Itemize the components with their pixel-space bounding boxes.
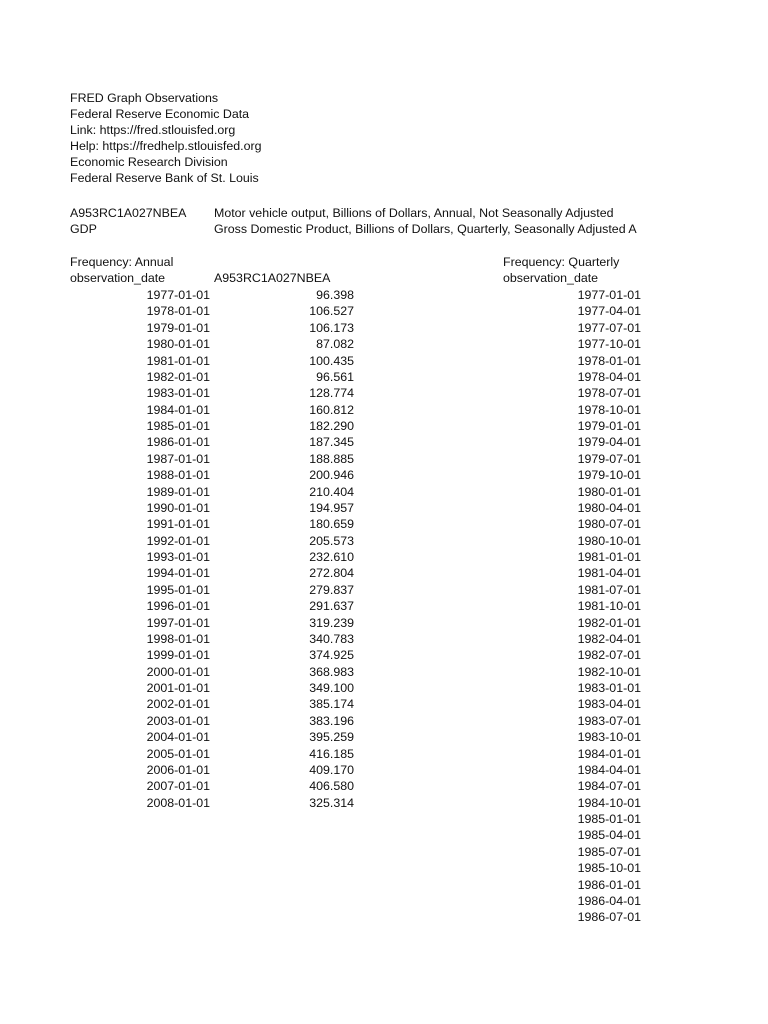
- annual-date-cell: 2008-01-01: [146, 795, 210, 810]
- annual-date-header: observation_date: [70, 271, 166, 285]
- quarterly-dates-column: [541, 287, 641, 926]
- annual-value-cell: 96.561: [316, 369, 354, 384]
- annual-date-cell: 1989-01-01: [146, 484, 210, 499]
- annual-value-cell: 180.659: [309, 517, 354, 532]
- quarterly-frequency-label: Frequency: Quarterly: [503, 255, 620, 269]
- quarterly-date-cell: 1977-01-01: [577, 288, 641, 302]
- annual-value-cell: 349.100: [309, 681, 354, 695]
- quarterly-date-cell: 1985-10-01: [577, 861, 641, 876]
- annual-date-cell: 2007-01-01: [146, 779, 210, 794]
- annual-date-cell: 1996-01-01: [146, 599, 210, 614]
- series-description: Motor vehicle output, Billions of Dollars, Annual, Not Seasonally Adjusted: [214, 206, 614, 220]
- annual-value-cell: 96.398: [316, 288, 354, 302]
- quarterly-date-cell: 1983-07-01: [577, 713, 641, 728]
- quarterly-date-cell: 1985-04-01: [577, 828, 641, 843]
- quarterly-date-cell: 1981-01-01: [577, 550, 641, 564]
- annual-value-cell: 87.082: [316, 337, 354, 352]
- quarterly-date-header: observation_date: [503, 271, 599, 285]
- quarterly-date-cell: 1982-07-01: [577, 648, 641, 663]
- annual-value-cell: 374.925: [309, 648, 354, 663]
- quarterly-date-cell: 1986-01-01: [577, 877, 641, 892]
- annual-value-cell: 406.580: [309, 779, 354, 794]
- annual-date-cell: 1985-01-01: [146, 419, 210, 433]
- annual-date-cell: 2002-01-01: [146, 697, 210, 712]
- quarterly-date-cell: 1978-07-01: [577, 386, 641, 401]
- quarterly-date-cell: 1983-04-01: [577, 697, 641, 712]
- series-id: A953RC1A027NBEA: [70, 206, 187, 220]
- document-header: [70, 90, 261, 186]
- annual-value-cell: 368.983: [309, 664, 354, 679]
- annual-value-cell: 319.239: [309, 615, 354, 630]
- quarterly-date-cell: 1982-04-01: [577, 631, 641, 646]
- annual-value-header: A953RC1A027NBEA: [214, 271, 331, 285]
- quarterly-date-cell: 1979-10-01: [577, 468, 641, 483]
- quarterly-date-cell: 1984-04-01: [577, 762, 641, 777]
- header-line: Federal Reserve Bank of St. Louis: [70, 171, 259, 185]
- annual-date-cell: 1982-01-01: [146, 369, 210, 384]
- quarterly-date-cell: 1979-01-01: [577, 419, 641, 433]
- annual-frequency-label: Frequency: Annual: [70, 255, 174, 269]
- quarterly-date-cell: 1985-07-01: [577, 844, 641, 859]
- annual-date-cell: 1992-01-01: [146, 533, 210, 548]
- header-line: Federal Reserve Economic Data: [70, 107, 250, 121]
- annual-values-column: [254, 287, 354, 811]
- annual-value-cell: 325.314: [309, 795, 354, 810]
- annual-date-cell: 1984-01-01: [146, 402, 210, 417]
- annual-value-cell: 100.435: [309, 353, 354, 368]
- annual-value-cell: 106.173: [309, 320, 354, 335]
- annual-value-cell: 416.185: [309, 746, 354, 761]
- annual-date-cell: 1995-01-01: [146, 582, 210, 597]
- annual-value-cell: 340.783: [309, 631, 354, 646]
- quarterly-date-cell: 1982-01-01: [577, 615, 641, 630]
- annual-value-cell: 210.404: [309, 484, 354, 499]
- annual-date-cell: 1978-01-01: [146, 304, 210, 319]
- quarterly-date-cell: 1980-04-01: [577, 500, 641, 515]
- quarterly-date-cell: 1984-01-01: [577, 746, 641, 761]
- quarterly-date-cell: 1984-07-01: [577, 779, 641, 794]
- annual-date-cell: 1986-01-01: [146, 435, 210, 450]
- annual-value-cell: 385.174: [309, 697, 354, 712]
- annual-date-cell: 2001-01-01: [146, 681, 210, 695]
- quarterly-date-cell: 1981-07-01: [577, 582, 641, 597]
- annual-date-cell: 1999-01-01: [146, 648, 210, 663]
- quarterly-date-cell: 1986-07-01: [577, 910, 641, 925]
- annual-date-cell: 1980-01-01: [146, 337, 210, 352]
- quarterly-date-cell: 1983-10-01: [577, 730, 641, 745]
- header-link-line[interactable]: Link: https://fred.stlouisfed.org: [70, 123, 236, 137]
- quarterly-date-cell: 1977-04-01: [577, 304, 641, 319]
- annual-date-cell: 1987-01-01: [146, 451, 210, 466]
- annual-date-cell: 1993-01-01: [146, 550, 210, 564]
- annual-date-cell: 1981-01-01: [146, 353, 210, 368]
- quarterly-date-cell: 1982-10-01: [577, 664, 641, 679]
- annual-value-cell: 232.610: [309, 550, 354, 564]
- header-help-line[interactable]: Help: https://fredhelp.stlouisfed.org: [70, 139, 262, 153]
- annual-value-cell: 200.946: [309, 468, 354, 483]
- annual-date-cell: 2004-01-01: [146, 730, 210, 745]
- quarterly-date-cell: 1980-07-01: [577, 517, 641, 532]
- quarterly-date-cell: 1980-10-01: [577, 533, 641, 548]
- annual-date-cell: 1997-01-01: [146, 615, 210, 630]
- quarterly-date-cell: 1977-10-01: [577, 337, 641, 352]
- annual-date-cell: 2005-01-01: [146, 746, 210, 761]
- quarterly-date-cell: 1979-07-01: [577, 451, 641, 466]
- annual-value-cell: 272.804: [309, 566, 354, 581]
- annual-date-cell: 1994-01-01: [146, 566, 210, 581]
- annual-date-cell: 1979-01-01: [146, 320, 210, 335]
- annual-value-cell: 205.573: [309, 533, 354, 548]
- header-line: FRED Graph Observations: [70, 91, 219, 105]
- annual-value-cell: 291.637: [309, 599, 354, 614]
- quarterly-date-cell: 1986-04-01: [577, 893, 641, 908]
- quarterly-date-cell: 1981-04-01: [577, 566, 641, 581]
- quarterly-date-cell: 1984-10-01: [577, 795, 641, 810]
- quarterly-date-cell: 1983-01-01: [577, 681, 641, 695]
- annual-value-cell: 187.345: [309, 435, 354, 450]
- annual-date-cell: 1983-01-01: [146, 386, 210, 401]
- quarterly-date-cell: 1979-04-01: [577, 435, 641, 450]
- annual-value-cell: 106.527: [309, 304, 354, 319]
- annual-value-cell: 128.774: [309, 386, 354, 401]
- annual-value-cell: 383.196: [309, 713, 354, 728]
- annual-date-cell: 1988-01-01: [146, 468, 210, 483]
- series-description: Gross Domestic Product, Billions of Dollars, Quarterly, Seasonally Adjusted A: [214, 222, 637, 236]
- quarterly-date-cell: 1978-04-01: [577, 369, 641, 384]
- header-line: Economic Research Division: [70, 155, 228, 169]
- annual-date-cell: 1990-01-01: [146, 500, 210, 515]
- annual-date-cell: 1998-01-01: [146, 631, 210, 646]
- quarterly-date-cell: 1977-07-01: [577, 320, 641, 335]
- annual-value-cell: 182.290: [309, 419, 354, 433]
- annual-value-cell: 279.837: [309, 582, 354, 597]
- annual-date-cell: 1991-01-01: [146, 517, 210, 532]
- quarterly-date-cell: 1985-01-01: [577, 812, 641, 826]
- annual-value-cell: 395.259: [309, 730, 354, 745]
- quarterly-date-cell: 1978-10-01: [577, 402, 641, 417]
- annual-dates-column: [110, 287, 210, 811]
- annual-value-cell: 194.957: [309, 500, 354, 515]
- quarterly-date-cell: 1978-01-01: [577, 353, 641, 368]
- annual-date-cell: 2000-01-01: [146, 664, 210, 679]
- series-id: GDP: [70, 222, 97, 236]
- quarterly-date-cell: 1981-10-01: [577, 599, 641, 614]
- annual-date-cell: 2006-01-01: [146, 762, 210, 777]
- annual-value-cell: 188.885: [309, 451, 354, 466]
- annual-date-cell: 2003-01-01: [146, 713, 210, 728]
- annual-value-cell: 160.812: [309, 402, 354, 417]
- annual-value-cell: 409.170: [309, 762, 354, 777]
- quarterly-date-cell: 1980-01-01: [577, 484, 641, 499]
- annual-date-cell: 1977-01-01: [146, 288, 210, 302]
